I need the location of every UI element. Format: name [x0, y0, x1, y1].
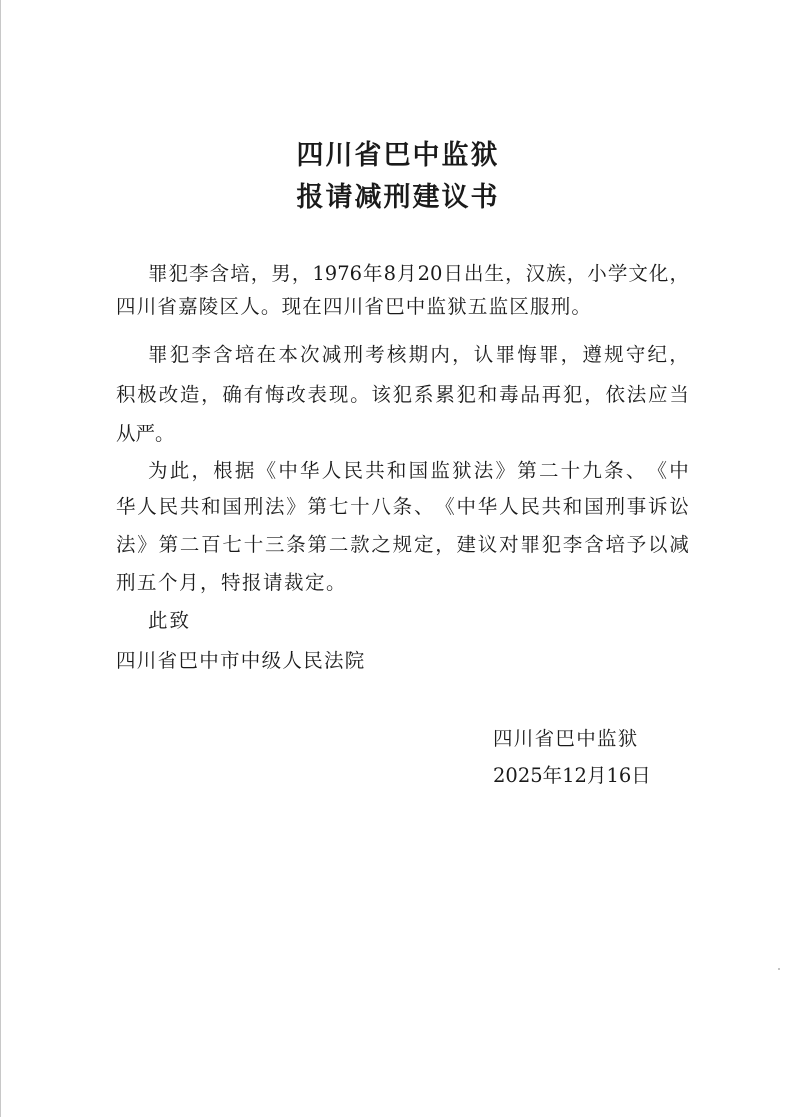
document-title-line-1: 四川省巴中监狱 [296, 140, 500, 171]
paragraph-2-line-1: 罪 犯 李 含 培 在 本 次 减 刑 考 核 期 内 ， 认 罪 悔 罪 ， 遵 规 守 纪 ， [148, 343, 689, 366]
signature-date: 2025年12月16日 [493, 764, 651, 787]
paragraph-3-line-2: 华 人 民 共 和 国 刑 法 》 第 七 十 八 条 、 《 中 华 人 民 共 和 国 刑 事 诉 讼 [116, 495, 689, 518]
scan-speck [778, 968, 780, 970]
paragraph-1-line-2: 四川省嘉陵区人。现在四川省巴中监狱五监区服刑。 [116, 295, 593, 318]
paragraph-3-line-3: 法 》 第 二 百 七 十 三 条 第 二 款 之 规 定 ， 建 议 对 罪 犯 李 含 培 予 以 减 [116, 533, 689, 556]
paragraph-3-line-4: 刑五个月，特报请裁定。 [116, 571, 348, 594]
document-title-line-2: 报请减刑建议书 [296, 182, 500, 213]
salutation: 此致 [148, 609, 192, 632]
paragraph-2-line-3: 从严。 [116, 422, 175, 445]
paragraph-3-line-1: 为 此 ， 根 据 《 中 华 人 民 共 和 国 监 狱 法 》 第 二 十 九 条 、 《 中 [148, 459, 689, 482]
signature-organization: 四川省巴中监狱 [493, 727, 639, 750]
paragraph-1-line-1: 罪 犯 李 含 培 ， 男 ， 1976 年 8 月 20 日 出 生 ， 汉 族 ， 小 学 文 化 ， [148, 262, 689, 285]
paragraph-2-line-2: 积 极 改 造 ， 确 有 悔 改 表 现 。 该 犯 系 累 犯 和 毒 品 再 犯 ， 依 法 应 当 [116, 383, 689, 406]
recipient: 四川省巴中市中级人民法院 [116, 649, 366, 672]
